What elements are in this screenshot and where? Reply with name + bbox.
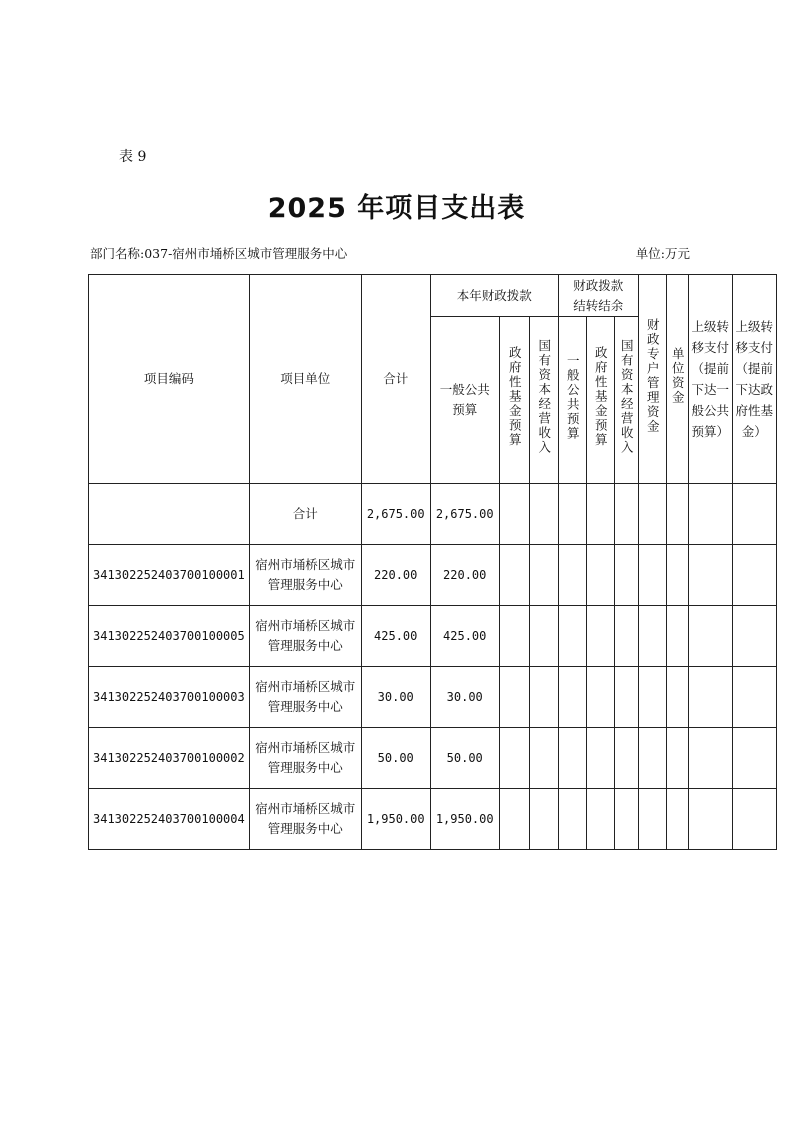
cell-gov-fund (499, 545, 529, 606)
cell-transfer-general (688, 606, 732, 667)
cell-carry-general (558, 484, 586, 545)
cell-code: 341302252403700100004 (89, 789, 250, 850)
col-header-transfer-fund: 上级转移支付（提前下达政府性基金） (732, 275, 776, 484)
col-header-state-capital: 国有资本经营收入 (529, 317, 558, 484)
page-title: 2025 年项目支出表 (267, 193, 526, 224)
cell-unit-fund (666, 789, 688, 850)
cell-transfer-fund (732, 789, 776, 850)
cell-general-budget: 50.00 (430, 728, 499, 789)
cell-gov-fund (499, 728, 529, 789)
total-row (89, 484, 777, 545)
col-header-carry-group: 财政拨款结转结余 (558, 275, 638, 317)
cell-carry-state (614, 789, 638, 850)
col-header-gov-fund: 政府性基金预算 (499, 317, 529, 484)
cell-unit-fund (666, 728, 688, 789)
cell-carry-fund (586, 545, 614, 606)
cell-carry-general (558, 667, 586, 728)
cell-gov-fund (499, 667, 529, 728)
cell-general-budget: 425.00 (430, 606, 499, 667)
cell-general-budget: 220.00 (430, 545, 499, 606)
cell-unit-fund (666, 667, 688, 728)
col-header-total: 合计 (361, 275, 430, 484)
cell-general-budget: 2,675.00 (430, 484, 499, 545)
cell-carry-general (558, 728, 586, 789)
col-header-transfer-general: 上级转移支付（提前下达一般公共预算） (688, 275, 732, 484)
cell-gov-fund (499, 606, 529, 667)
col-header-unit-fund: 单位资金 (666, 275, 688, 484)
col-header-general-budget: 一般公共预算 (430, 317, 499, 484)
cell-general-budget: 1,950.00 (430, 789, 499, 850)
col-header-carry-general: 一般公共预算 (558, 317, 586, 484)
cell-carry-state (614, 667, 638, 728)
cell-special-fund (638, 789, 666, 850)
cell-transfer-fund (732, 545, 776, 606)
cell-carry-general (558, 606, 586, 667)
cell-code: 341302252403700100002 (89, 728, 250, 789)
cell-carry-fund (586, 728, 614, 789)
cell-total: 30.00 (361, 667, 430, 728)
cell-state-capital (529, 484, 558, 545)
cell-gov-fund (499, 484, 529, 545)
table-row (89, 789, 777, 850)
cell-state-capital (529, 667, 558, 728)
cell-unit: 宿州市埇桥区城市管理服务中心 (249, 606, 361, 667)
table-row (89, 606, 777, 667)
table-row (89, 545, 777, 606)
cell-state-capital (529, 606, 558, 667)
department-name: 部门名称:037-宿州市埇桥区城市管理服务中心 (90, 246, 348, 261)
cell-total: 425.00 (361, 606, 430, 667)
cell-carry-fund (586, 667, 614, 728)
cell-carry-state (614, 545, 638, 606)
cell-carry-fund (586, 789, 614, 850)
col-header-current-group: 本年财政拨款 (430, 275, 558, 317)
cell-transfer-general (688, 545, 732, 606)
cell-transfer-fund (732, 728, 776, 789)
cell-unit: 合计 (249, 484, 361, 545)
cell-transfer-general (688, 484, 732, 545)
col-header-code: 项目编码 (89, 275, 250, 484)
cell-code (89, 484, 250, 545)
cell-transfer-general (688, 789, 732, 850)
cell-state-capital (529, 545, 558, 606)
cell-special-fund (638, 667, 666, 728)
cell-transfer-general (688, 667, 732, 728)
cell-total: 2,675.00 (361, 484, 430, 545)
cell-code: 341302252403700100001 (89, 545, 250, 606)
table-number: 表 9 (119, 149, 147, 165)
cell-code: 341302252403700100003 (89, 667, 250, 728)
cell-unit-fund (666, 545, 688, 606)
cell-special-fund (638, 484, 666, 545)
cell-total: 1,950.00 (361, 789, 430, 850)
cell-carry-fund (586, 484, 614, 545)
cell-transfer-fund (732, 484, 776, 545)
cell-transfer-general (688, 728, 732, 789)
cell-general-budget: 30.00 (430, 667, 499, 728)
cell-unit: 宿州市埇桥区城市管理服务中心 (249, 545, 361, 606)
cell-carry-state (614, 606, 638, 667)
cell-unit: 宿州市埇桥区城市管理服务中心 (249, 789, 361, 850)
cell-unit-fund (666, 606, 688, 667)
cell-carry-fund (586, 606, 614, 667)
cell-carry-general (558, 789, 586, 850)
table-row (89, 728, 777, 789)
cell-carry-general (558, 545, 586, 606)
cell-total: 50.00 (361, 728, 430, 789)
col-header-unit: 项目单位 (249, 275, 361, 484)
cell-state-capital (529, 789, 558, 850)
col-header-special-fund: 财政专户管理资金 (638, 275, 666, 484)
cell-code: 341302252403700100005 (89, 606, 250, 667)
col-header-carry-state: 国有资本经营收入 (614, 317, 638, 484)
cell-state-capital (529, 728, 558, 789)
cell-carry-state (614, 728, 638, 789)
table-row (89, 667, 777, 728)
cell-unit-fund (666, 484, 688, 545)
cell-special-fund (638, 545, 666, 606)
cell-special-fund (638, 606, 666, 667)
unit-label: 单位:万元 (635, 246, 690, 261)
cell-transfer-fund (732, 606, 776, 667)
cell-transfer-fund (732, 667, 776, 728)
cell-unit: 宿州市埇桥区城市管理服务中心 (249, 728, 361, 789)
col-header-carry-fund: 政府性基金预算 (586, 317, 614, 484)
project-expenditure-table (88, 274, 777, 850)
cell-carry-state (614, 484, 638, 545)
cell-unit: 宿州市埇桥区城市管理服务中心 (249, 667, 361, 728)
cell-gov-fund (499, 789, 529, 850)
cell-special-fund (638, 728, 666, 789)
cell-total: 220.00 (361, 545, 430, 606)
